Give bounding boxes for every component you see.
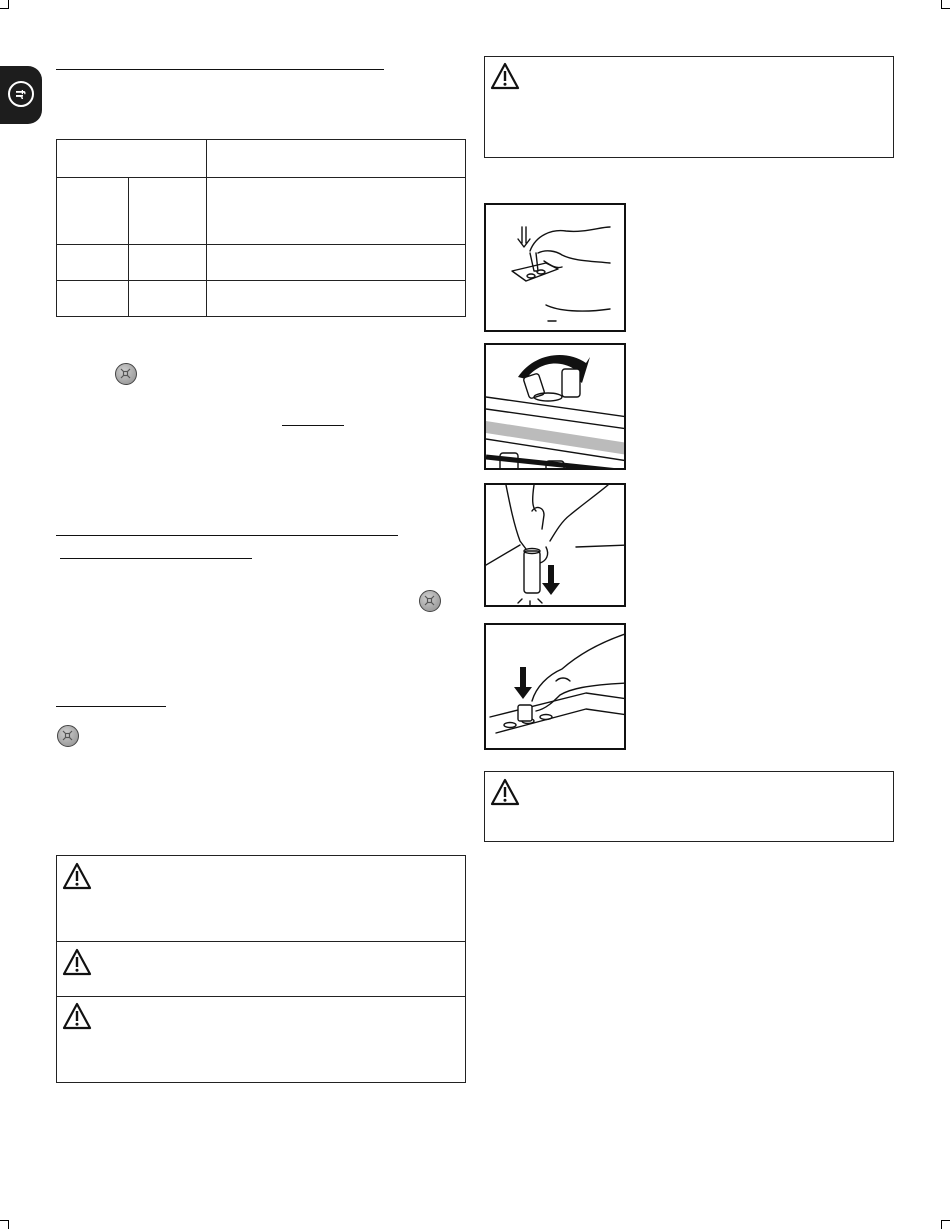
- crop-mark-top-left: [0, 0, 9, 9]
- language-badge: [8, 81, 34, 107]
- down-arrow-icon: [486, 485, 626, 607]
- table-row: [57, 140, 466, 178]
- table-cell: [207, 245, 466, 281]
- symbol-icon: [419, 590, 441, 612]
- figure-turn-cap: [484, 343, 626, 470]
- figure-press-down: [484, 483, 626, 607]
- symbol-icon: [57, 725, 79, 747]
- table-cell: [207, 281, 466, 317]
- crop-mark-top-right: [941, 0, 950, 9]
- warning-triangle-icon: [62, 1002, 92, 1030]
- language-tab: [0, 66, 42, 124]
- section-heading-rule-2: [56, 535, 398, 536]
- warning-box-bottom: [484, 771, 894, 842]
- table-cell: [129, 178, 207, 245]
- warning-stack: [56, 855, 466, 1083]
- table-row: [57, 281, 466, 317]
- warning-box-top: [484, 56, 894, 158]
- table-cell: [57, 140, 207, 178]
- table-cell: [129, 281, 207, 317]
- warning-triangle-icon: [62, 862, 92, 890]
- inline-underline: [282, 425, 344, 426]
- table-row: [57, 245, 466, 281]
- rotate-arrow-icon: [486, 345, 626, 470]
- warning-divider: [57, 941, 465, 942]
- language-code: fr: [13, 89, 29, 99]
- warning-triangle-icon: [62, 948, 92, 976]
- table-cell: [57, 178, 129, 245]
- hand-press-icon: [486, 205, 626, 332]
- table-cell: [57, 281, 129, 317]
- figure-press-button: [484, 623, 626, 750]
- section-subheading-rule: [60, 558, 252, 559]
- symbol-icon: [115, 363, 137, 385]
- figure-remove-cap: [484, 203, 626, 332]
- table-cell: [207, 178, 466, 245]
- crop-mark-bottom-right: [941, 1220, 950, 1229]
- table-cell: [57, 245, 129, 281]
- table-row: [57, 178, 466, 245]
- table-cell: [129, 245, 207, 281]
- table-cell: [207, 140, 466, 178]
- spec-table: [56, 139, 466, 317]
- section-heading-rule-3: [56, 706, 166, 707]
- section-heading-rule: [56, 69, 384, 70]
- warning-triangle-icon: [490, 778, 520, 806]
- crop-mark-bottom-left: [0, 1220, 9, 1229]
- down-arrow-icon: [486, 625, 626, 750]
- warning-triangle-icon: [490, 62, 520, 90]
- warning-divider: [57, 996, 465, 997]
